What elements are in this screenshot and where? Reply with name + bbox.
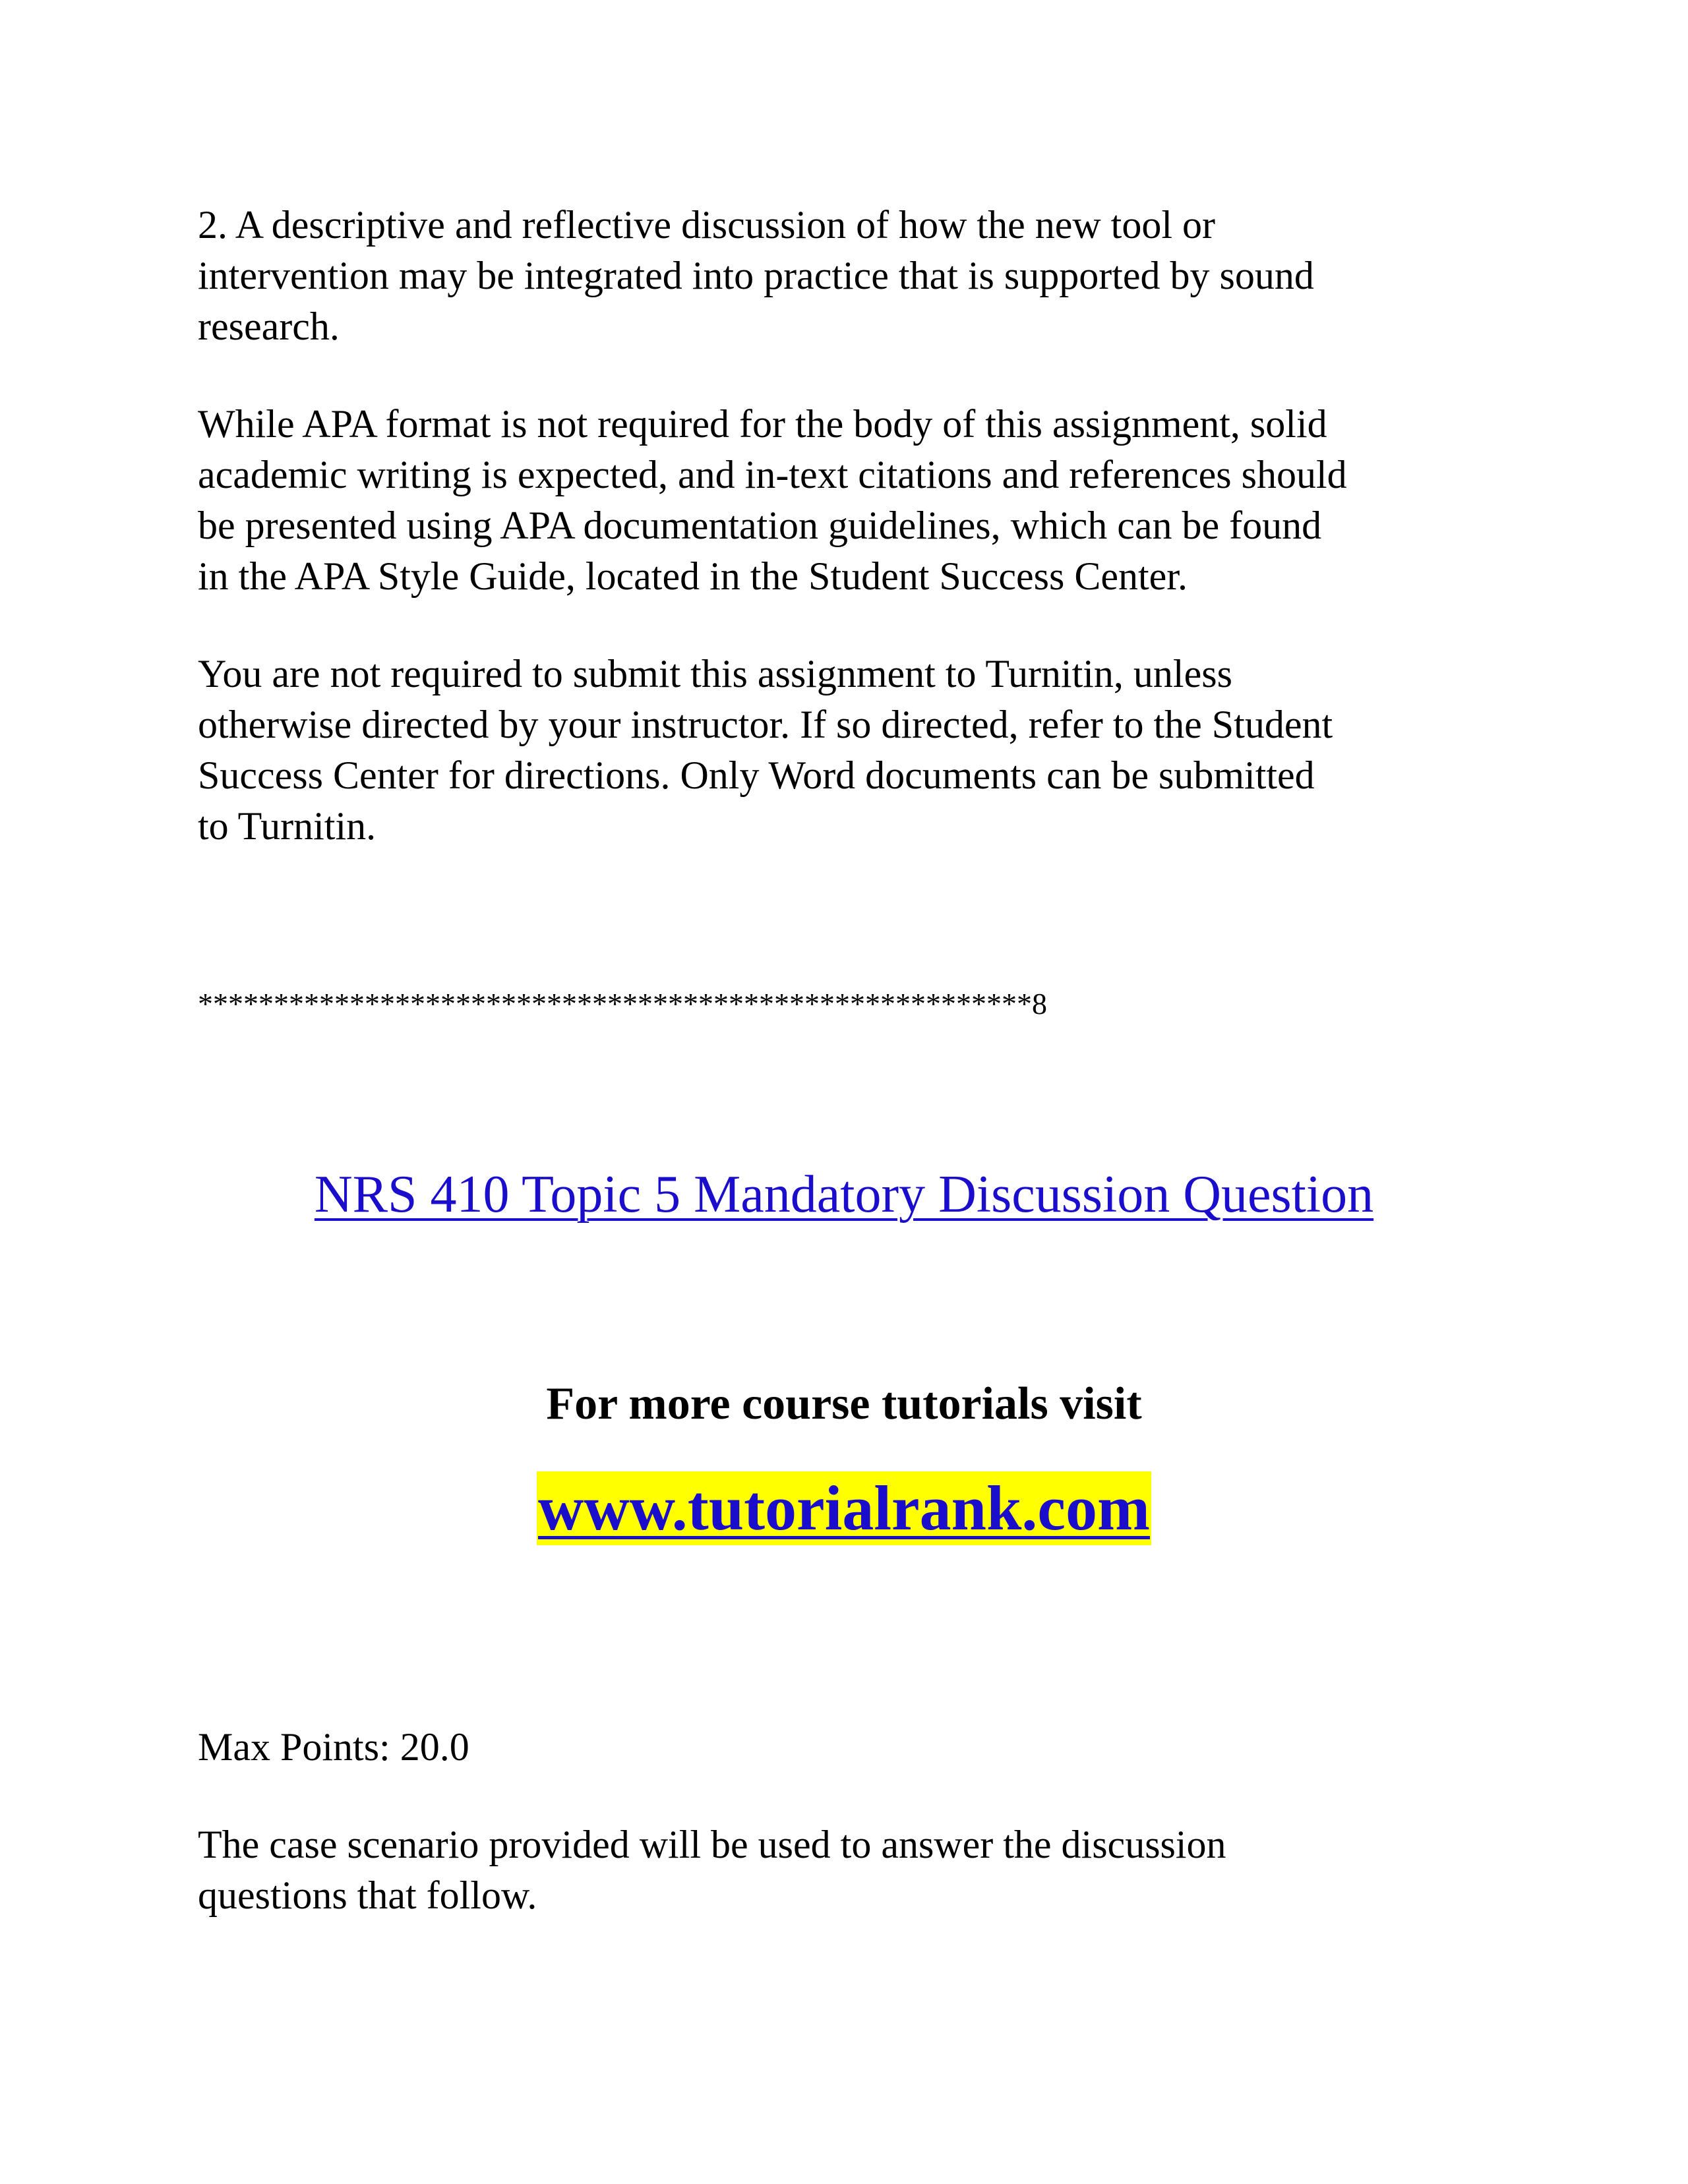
text-line: 2. A descriptive and reflective discussion of how the new tool or (198, 203, 1215, 247)
paragraph-turnitin (198, 649, 1530, 852)
text-line: academic writing is expected, and in-text citations and references should (198, 453, 1347, 496)
text-line: Success Center for directions. Only Word documents can be submitted (198, 753, 1315, 797)
page-title (0, 1162, 1688, 1227)
text-line: to Turnitin. (198, 804, 377, 848)
text-line: in the APA Style Guide, located in the Student Success Center. (198, 554, 1188, 598)
paragraph-apa-format (198, 399, 1530, 602)
text-line: research. (198, 305, 340, 348)
text-line: The case scenario provided will be used to answer the discussion (198, 1823, 1226, 1866)
promo-url-container (0, 1471, 1688, 1545)
asterisk-divider: *******************************************************8 (198, 987, 1047, 1020)
promo-url-link[interactable]: www.tutorialrank.com (537, 1471, 1151, 1545)
text-line: intervention may be integrated into practice that is supported by sound (198, 254, 1314, 297)
text-line: You are not required to submit this assignment to Turnitin, unless (198, 652, 1232, 695)
text-line: While APA format is not required for the body of this assignment, solid (198, 402, 1327, 446)
text-line: Max Points: 20.0 (198, 1725, 469, 1769)
course-title-link[interactable]: NRS 410 Topic 5 Mandatory Discussion Question (314, 1166, 1374, 1224)
text-line: be presented using APA documentation guidelines, which can be found (198, 504, 1322, 547)
paragraph-case-scenario (198, 1819, 1530, 1921)
promo-text: For more course tutorials visit (546, 1378, 1142, 1429)
text-line: questions that follow. (198, 1874, 537, 1917)
text-line: otherwise directed by your instructor. If so directed, refer to the Student (198, 703, 1333, 746)
max-points (198, 1722, 1530, 1773)
paragraph-descriptive-discussion (198, 200, 1530, 352)
